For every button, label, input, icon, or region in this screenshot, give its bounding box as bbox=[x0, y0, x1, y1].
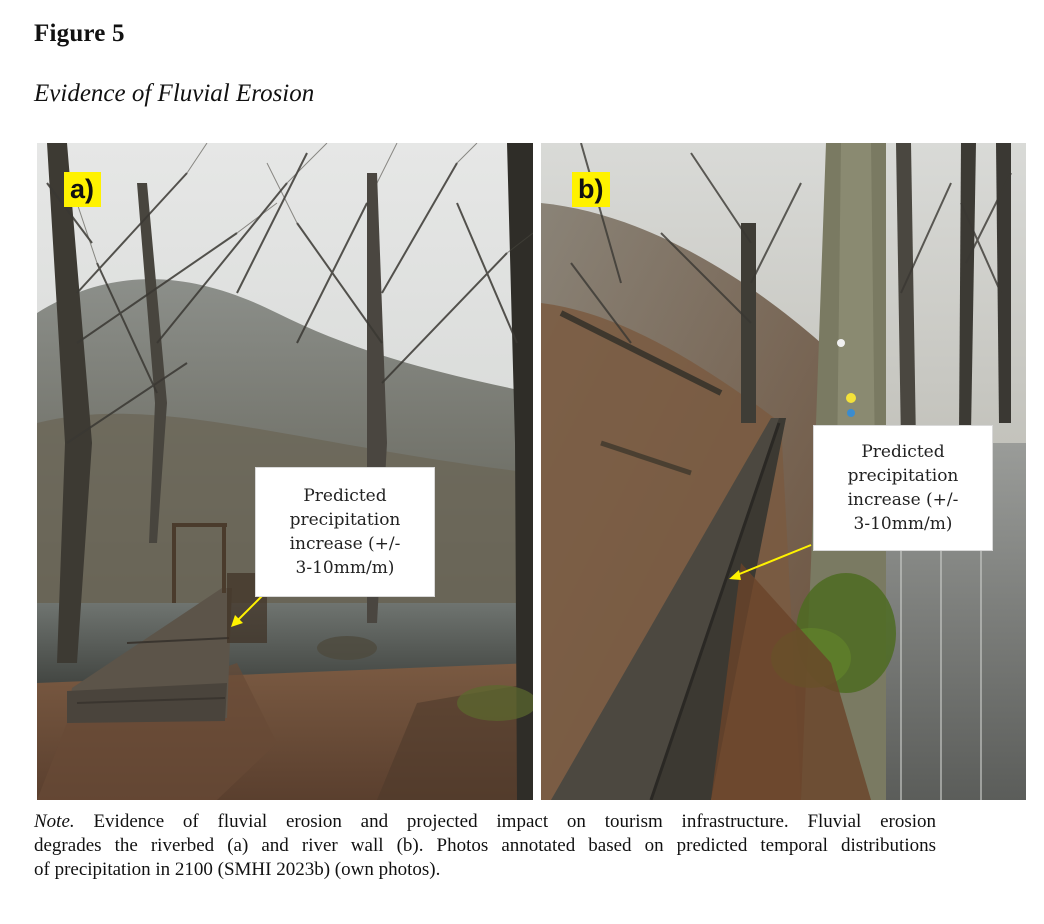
callout-a-text: Predicted precipitation increase (+/- 3-10mm/m) bbox=[289, 486, 401, 578]
figure-title: Evidence of Fluvial Erosion bbox=[34, 80, 315, 107]
note-line-1 bbox=[34, 810, 936, 834]
photo-a-boardwalk bbox=[37, 143, 533, 800]
note-line-2: degrades the riverbed (a) and river wall (b). Photos annotated based on predicted temporal distributions bbox=[34, 835, 936, 856]
callout-a bbox=[255, 467, 435, 597]
callout-b bbox=[813, 425, 993, 551]
note-prefix: Note. bbox=[34, 811, 75, 832]
figure-note bbox=[34, 810, 936, 882]
note-line-3: of precipitation in 2100 (SMHI 2023b) (own photos). bbox=[34, 859, 441, 880]
note-line-1-text: Evidence of fluvial erosion and projected impact on tourism infrastructure. Fluvial erosion bbox=[93, 811, 937, 832]
photo-b-river-wall bbox=[541, 143, 1026, 800]
panel-tag-b: b) bbox=[572, 172, 610, 207]
callout-b-text: Predicted precipitation increase (+/- 3-10mm/m) bbox=[847, 442, 959, 534]
panel-tag-a: a) bbox=[64, 172, 101, 207]
figure-label: Figure 5 bbox=[34, 20, 125, 47]
